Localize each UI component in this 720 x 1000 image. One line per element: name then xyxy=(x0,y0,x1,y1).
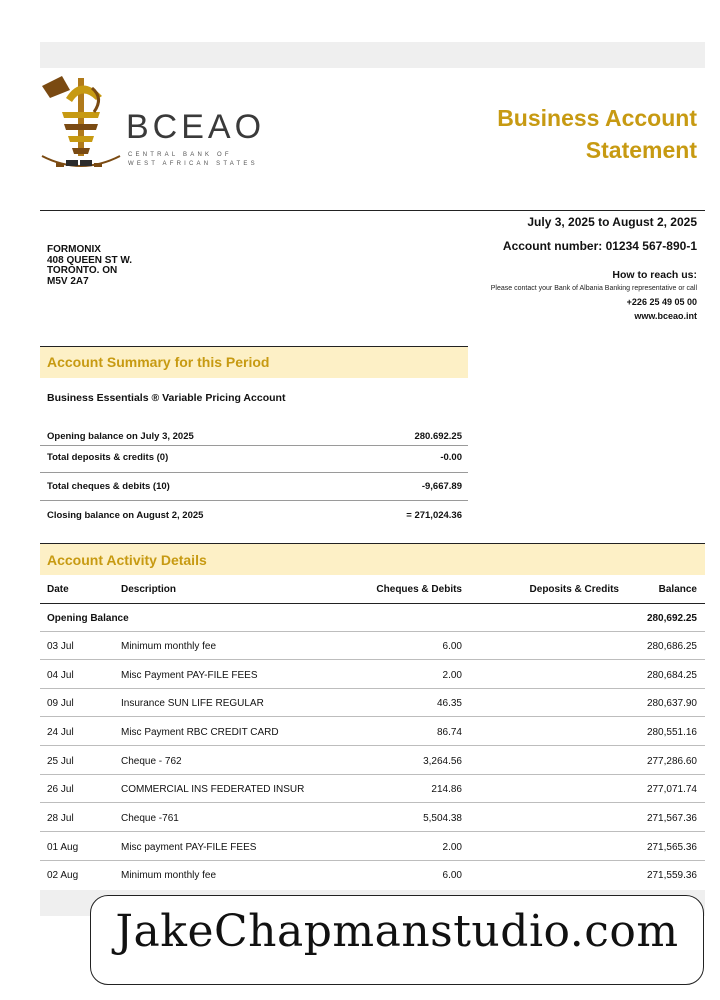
row-divider xyxy=(40,831,705,832)
row-divider xyxy=(40,688,705,689)
summary-divider xyxy=(40,500,468,501)
column-header-description: Description xyxy=(121,584,177,595)
column-header-date: Date xyxy=(47,584,69,595)
activity-header xyxy=(40,543,705,575)
customer-address xyxy=(47,245,132,287)
document-title xyxy=(397,102,697,166)
watermark-text: JakeChapmanstudio.com xyxy=(115,906,679,957)
row-divider xyxy=(40,860,705,861)
row-balance: 280,684.25 xyxy=(646,670,697,681)
contact-phone[interactable]: +226 25 49 05 00 xyxy=(626,297,697,307)
row-description: COMMERCIAL INS FEDERATED INSUR xyxy=(121,784,305,795)
row-balance: 280,551.16 xyxy=(646,727,697,738)
row-date: 24 Jul xyxy=(47,727,74,738)
row-date: 01 Aug xyxy=(47,842,79,853)
row-debit: 3,264.56 xyxy=(423,756,462,767)
summary-row-value: -0.00 xyxy=(440,452,462,463)
header-divider xyxy=(40,210,705,211)
summary-row-label: Total deposits & credits (0) xyxy=(47,452,169,463)
summary-heading: Account Summary for this Period xyxy=(47,354,270,370)
row-balance: 277,286.60 xyxy=(646,756,697,767)
row-date: 09 Jul xyxy=(47,698,74,709)
row-description: Cheque - 762 xyxy=(121,756,182,767)
summary-row-label: Opening balance on July 3, 2025 xyxy=(47,431,194,442)
document-title-line1: Business Account xyxy=(497,105,697,131)
row-date: 03 Jul xyxy=(47,641,74,652)
activity-heading: Account Activity Details xyxy=(47,552,207,568)
row-description: Minimum monthly fee xyxy=(121,641,217,652)
row-debit: 2.00 xyxy=(442,670,462,681)
contact-website-link[interactable]: www.bceao.int xyxy=(634,311,697,321)
row-date: 28 Jul xyxy=(47,813,74,824)
row-divider xyxy=(40,631,705,632)
summary-divider xyxy=(40,445,468,446)
row-date: 04 Jul xyxy=(47,670,74,681)
row-balance: 277,071.74 xyxy=(646,784,697,795)
summary-row-value: 280.692.25 xyxy=(414,431,462,442)
summary-row-label: Closing balance on August 2, 2025 xyxy=(47,510,204,521)
customer-city: TORONTO. ON xyxy=(47,265,118,276)
row-debit: 2.00 xyxy=(442,842,462,853)
row-debit: 86.74 xyxy=(436,727,462,738)
row-divider xyxy=(40,802,705,803)
row-description: Insurance SUN LIFE REGULAR xyxy=(121,698,264,709)
summary-row-value: = 271,024.36 xyxy=(406,510,462,521)
row-date: 26 Jul xyxy=(47,784,74,795)
row-divider xyxy=(40,716,705,717)
row-debit: 46.35 xyxy=(436,698,462,709)
account-type: Business Essentials ® Variable Pricing Account xyxy=(47,392,286,404)
brand-logo-text: BCEAO xyxy=(126,108,266,146)
row-description: Misc Payment RBC CREDIT CARD xyxy=(121,727,279,738)
customer-name: FORMONIX xyxy=(47,244,101,255)
row-description: Cheque -761 xyxy=(121,813,179,824)
row-divider xyxy=(40,774,705,775)
summary-row-value: -9,667.89 xyxy=(421,481,462,492)
customer-street: 408 QUEEN ST W. xyxy=(47,254,133,266)
statement-period: July 3, 2025 to August 2, 2025 xyxy=(527,215,697,229)
row-balance: 271,559.36 xyxy=(646,870,697,881)
row-balance: 280,637.90 xyxy=(646,698,697,709)
contact-note: Please contact your Bank of Albania Banking representative or call xyxy=(490,285,697,292)
row-balance: 280,686.25 xyxy=(646,641,697,652)
opening-balance-label: Opening Balance xyxy=(47,613,129,624)
summary-row-label: Total cheques & debits (10) xyxy=(47,481,170,492)
row-debit: 6.00 xyxy=(442,641,462,652)
column-header-debits: Cheques & Debits xyxy=(376,584,462,595)
summary-header xyxy=(40,346,468,378)
summary-divider xyxy=(40,472,468,473)
column-header-balance: Balance xyxy=(658,584,697,595)
row-debit: 6.00 xyxy=(442,870,462,881)
contact-title: How to reach us: xyxy=(612,269,697,281)
brand-subtitle-line1: CENTRAL BANK OF xyxy=(128,152,232,158)
document-title-line2: Statement xyxy=(585,137,697,163)
row-balance: 271,567.36 xyxy=(646,813,697,824)
top-band xyxy=(40,42,705,68)
account-number: Account number: 01234 567-890-1 xyxy=(502,239,697,253)
row-divider xyxy=(40,745,705,746)
customer-postal: M5V 2A7 xyxy=(47,275,89,287)
opening-balance-value: 280,692.25 xyxy=(646,613,697,624)
brand-subtitle-line2: WEST AFRICAN STATES xyxy=(128,161,258,167)
activity-header-divider xyxy=(40,603,705,604)
column-header-credits: Deposits & Credits xyxy=(529,584,619,595)
row-balance: 271,565.36 xyxy=(646,842,697,853)
row-debit: 5,504.38 xyxy=(423,813,462,824)
row-divider xyxy=(40,659,705,660)
row-date: 25 Jul xyxy=(47,756,74,767)
watermark-banner xyxy=(90,895,704,985)
row-description: Minimum monthly fee xyxy=(121,870,217,881)
row-date: 02 Aug xyxy=(47,870,79,881)
row-description: Misc Payment PAY-FILE FEES xyxy=(121,670,258,681)
row-debit: 214.86 xyxy=(431,784,462,795)
row-description: Misc payment PAY-FILE FEES xyxy=(121,842,257,853)
